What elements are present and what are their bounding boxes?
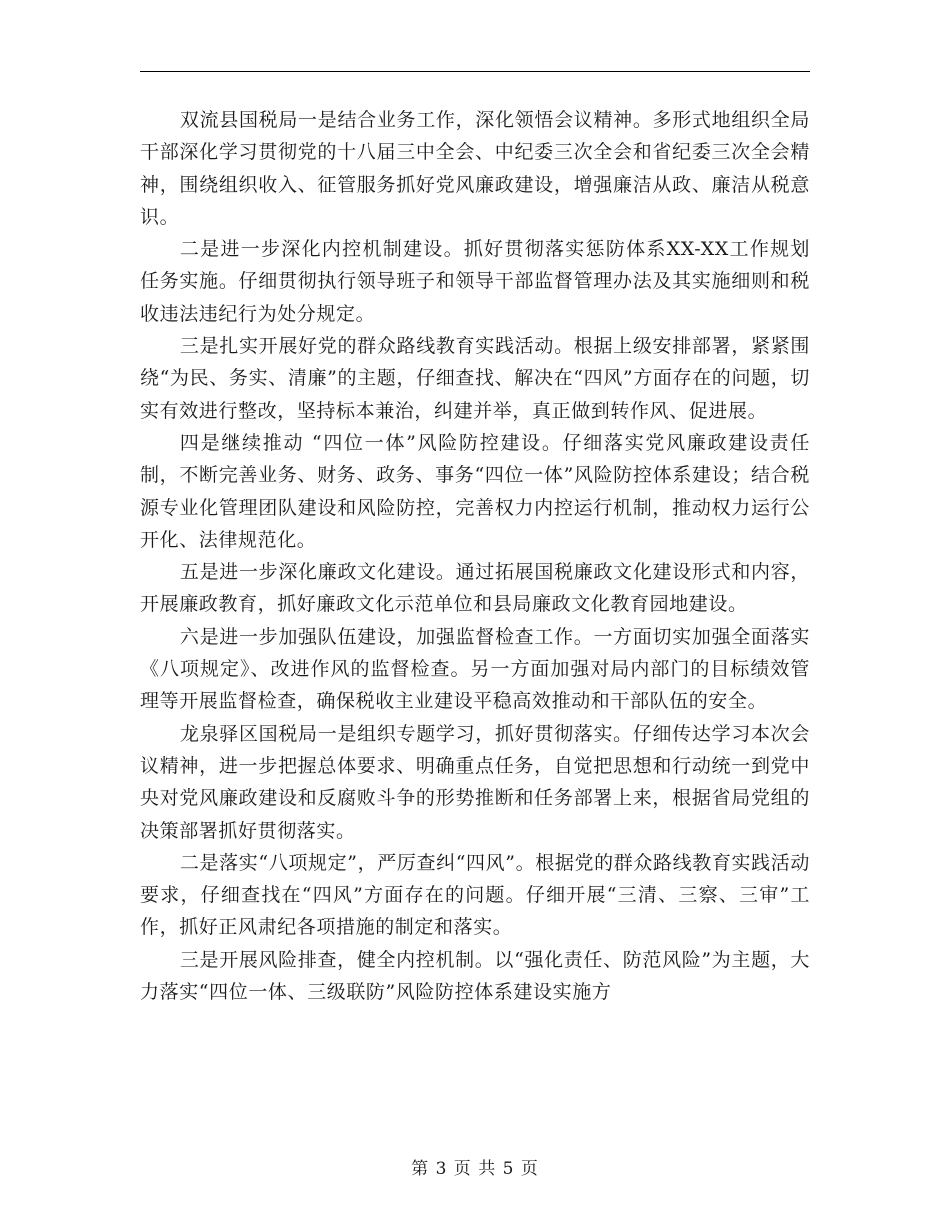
page-number: 第 3 页 共 5 页 xyxy=(411,1159,539,1179)
paragraph: 双流县国税局一是结合业务工作，深化领悟会议精神。多形式地组织全局干部深化学习贯彻党的十八届三中全会、中纪委三次全会和省纪委三次全会精神，围绕组织收入、征管服务抓好党风廉政建设，增强廉洁从政、廉洁从税意识。 xyxy=(140,109,810,228)
paragraph: 六是进一步加强队伍建设，加强监督检查工作。一方面切实加强全面落实《八项规定》、改进作风的监督检查。另一方面加强对局内部门的目标绩效管理等开展监督检查，确保税收主业建设平稳高效推动和干部队伍的安全。 xyxy=(140,625,810,713)
paragraph: 二是落实“八项规定”，严厉查纠“四风”。根据党的群众路线教育实践活动要求，仔细查找在“四风”方面存在的问题。仔细开展“三清、三察、三审”工作，抓好正风肃纪各项措施的制定和落实。 xyxy=(140,851,810,939)
paragraph: 龙泉驿区国税局一是组织专题学习，抓好贯彻落实。仔细传达学习本次会议精神，进一步把握总体要求、明确重点任务，自觉把思想和行动统一到党中央对党风廉政建设和反腐败斗争的形势推断和任务部署上来，根据省局党组的决策部署抓好贯彻落实。 xyxy=(140,722,810,842)
document-body xyxy=(140,104,810,1008)
header-rule xyxy=(140,71,810,72)
paragraph: 五是进一步深化廉政文化建设。通过拓展国税廉政文化建设形式和内容，开展廉政教育，抓好廉政文化示范单位和县局廉政文化教育园地建设。 xyxy=(140,561,810,616)
paragraph: 三是扎实开展好党的群众路线教育实践活动。根据上级安排部署，紧紧围绕“为民、务实、清廉”的主题，仔细查找、解决在“四风”方面存在的问题，切实有效进行整改，坚持标本兼治，纠建并举，真正做到转作风、促进展。 xyxy=(140,335,810,422)
paragraph: 四是继续推动 “四位一体”风险防控建设。仔细落实党风廉政建设责任制，不断完善业务、财务、政务、事务“四位一体”风险防控体系建设；结合税源专业化管理团队建设和风险防控，完善权力内控运行机制，推动权力运行公开化、法律规范化。 xyxy=(140,431,810,551)
paragraph: 二是进一步深化内控机制建设。抓好贯彻落实惩防体系XX-XX工作规划任务实施。仔细贯彻执行领导班子和领导干部监督管理办法及其实施细则和税收违法违纪行为处分规定。 xyxy=(140,238,810,325)
paragraph: 三是开展风险排查，健全内控机制。以“强化责任、防范风险”为主题，大力落实“四位一体、三级联防”风险防控体系建设实施方 xyxy=(140,948,810,1004)
